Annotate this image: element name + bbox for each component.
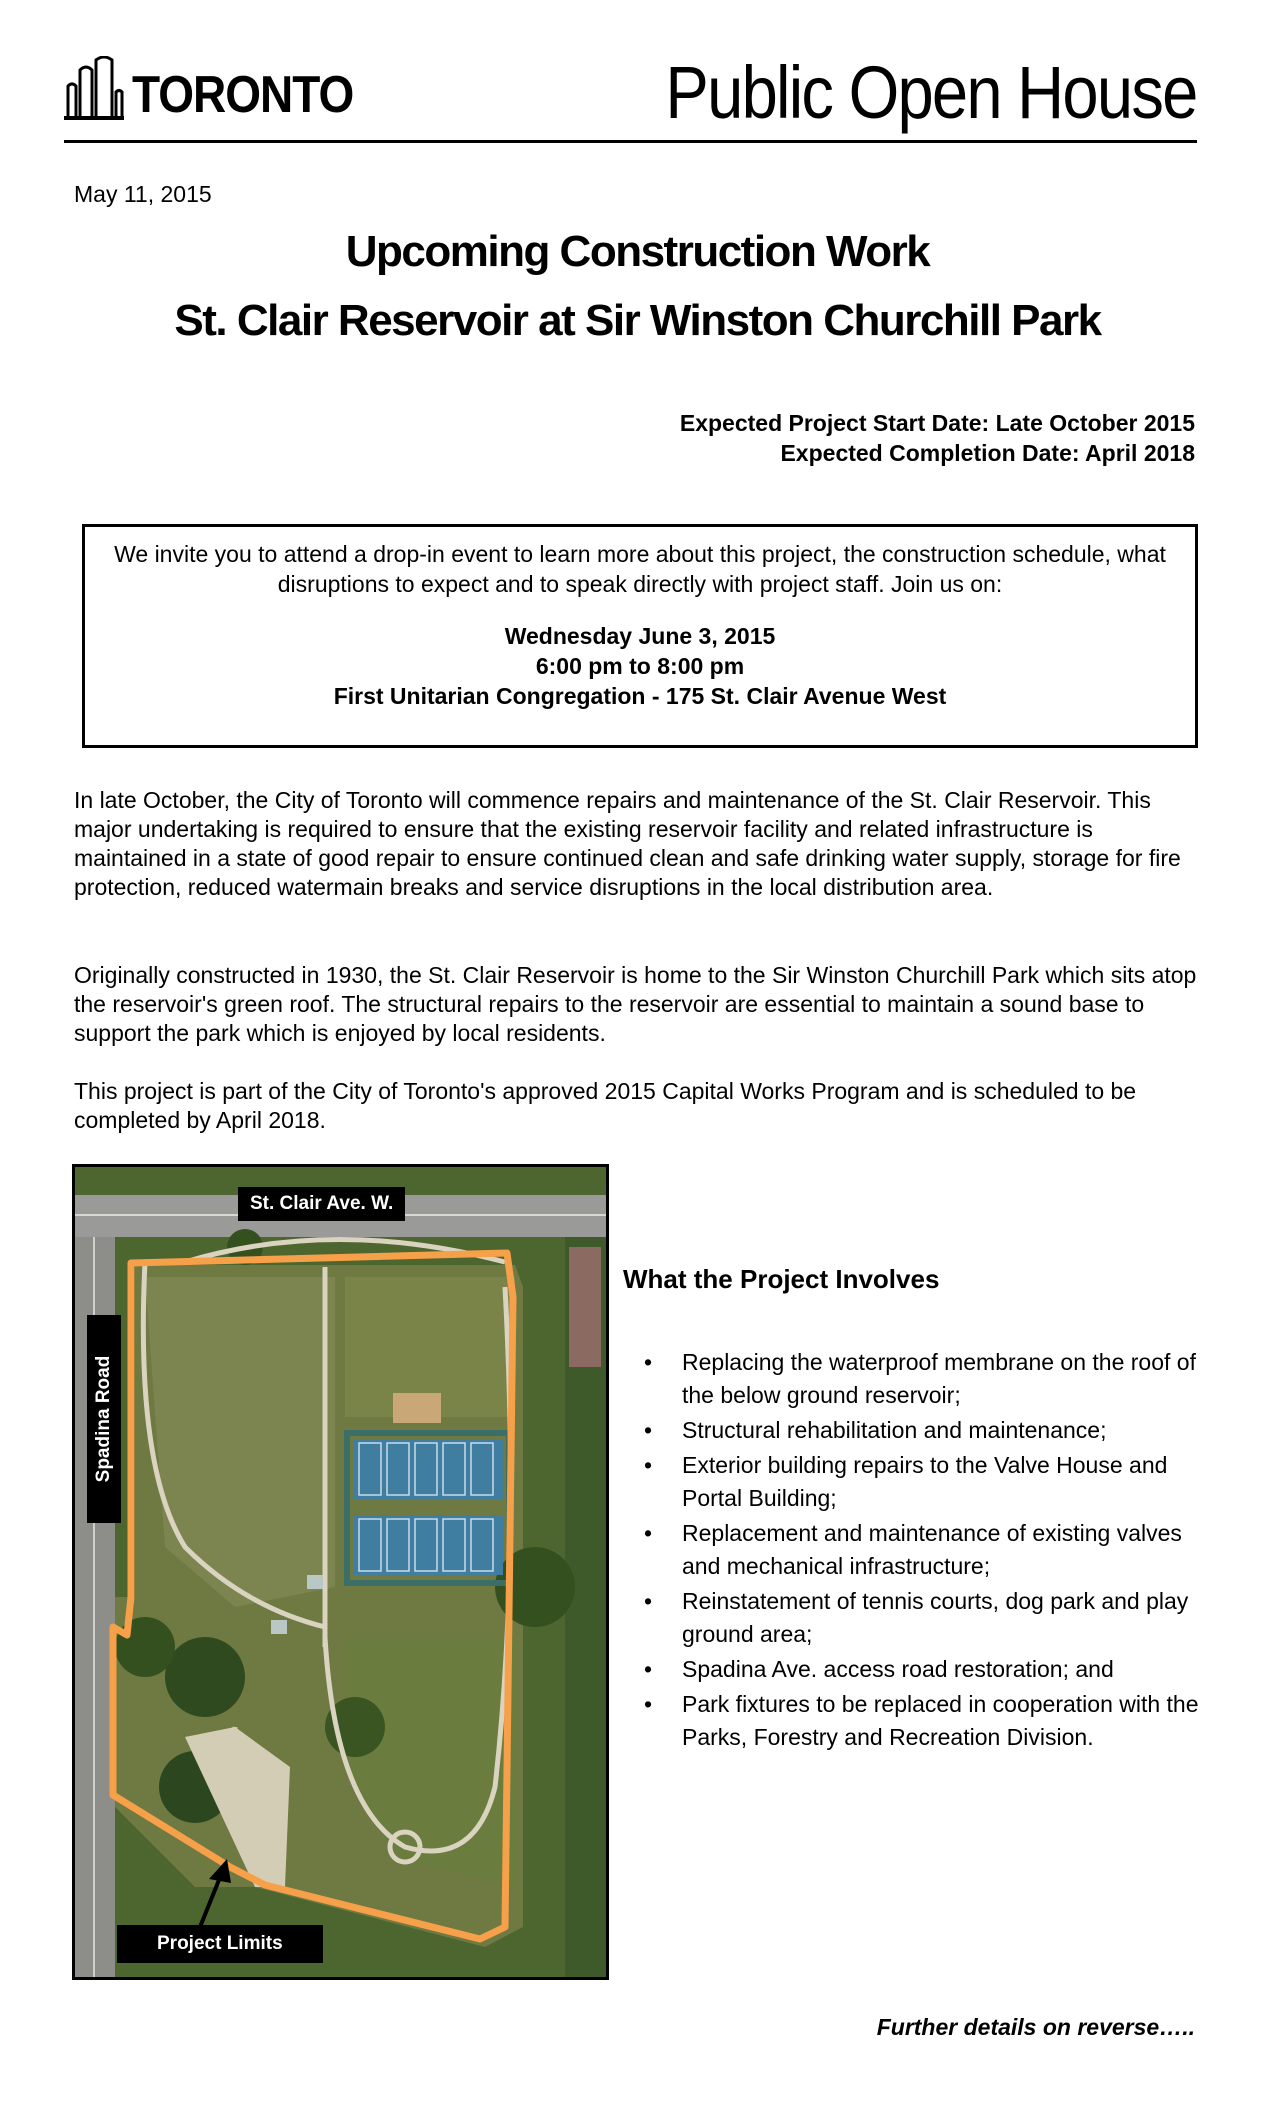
project-limits-label: Project Limits xyxy=(117,1925,323,1963)
list-item: • Reinstatement of tennis courts, dog park and play ground area; xyxy=(640,1585,1220,1651)
notice-title-line1: Upcoming Construction Work xyxy=(345,227,930,276)
completion-date: Expected Completion Date: April 2018 xyxy=(780,440,1195,466)
start-date: Expected Project Start Date: Late October 2015 xyxy=(679,410,1195,436)
aerial-photo xyxy=(75,1167,606,1977)
body-paragraph-1: In late October, the City of Toronto will commence repairs and maintenance of the St. Clair Reservoir. This major undertaking is required to ensure that the existing reservoir facility and related infrastructure is maintained in a state of good repair to ensure continued clean and safe drinking water supply, storage for fire protection, reduced watermain breaks and service disruptions in the local distribution area. xyxy=(74,787,1181,900)
logo-wordmark: TORONTO xyxy=(132,65,354,124)
city-hall-logo-icon xyxy=(64,56,124,120)
list-item: • Structural rehabilitation and maintenance; xyxy=(640,1414,1220,1447)
list-item: • Replacement and maintenance of existing valves and mechanical infrastructure; xyxy=(640,1517,1220,1583)
event-details xyxy=(85,621,1195,711)
involves-heading: What the Project Involves xyxy=(623,1264,940,1294)
event-time: 6:00 pm to 8:00 pm xyxy=(535,653,745,679)
project-area-map xyxy=(72,1164,609,1980)
spadina-label xyxy=(87,1315,121,1523)
body-paragraph-2: Originally constructed in 1930, the St. Clair Reservoir is home to the Sir Winston Churchill Park which sits atop the reservoir's green roof. The structural repairs to the reservoir are essential to maintain a sound base to support the park which is enjoyed by local residents. xyxy=(74,962,1197,1046)
invitation-box xyxy=(82,524,1198,748)
involves-list xyxy=(640,1346,1220,1756)
header-divider xyxy=(64,140,1197,143)
notice-date: May 11, 2015 xyxy=(74,181,212,207)
list-item: • Replacing the waterproof membrane on the roof of the below ground reservoir; xyxy=(640,1346,1220,1412)
st-clair-label: St. Clair Ave. W. xyxy=(238,1187,405,1221)
toronto-logo xyxy=(64,50,354,124)
notice-title-line2: St. Clair Reservoir at Sir Winston Churchill Park xyxy=(174,296,1101,345)
invitation-text: We invite you to attend a drop-in event to learn more about this project, the construction schedule, what disruptions to expect and to speak directly with project staff. Join us on: xyxy=(114,541,1166,597)
event-location: First Unitarian Congregation - 175 St. Clair Avenue West xyxy=(333,683,947,709)
further-details-note: Further details on reverse….. xyxy=(876,2014,1195,2040)
list-item: • Spadina Ave. access road restoration; and xyxy=(640,1653,1220,1686)
page-title: Public Open House xyxy=(665,51,1197,134)
list-item: • Park fixtures to be replaced in cooperation with the Parks, Forestry and Recreation Division. xyxy=(640,1688,1220,1754)
spadina-label-text: Spadina Road xyxy=(93,1355,114,1483)
body-paragraph-3: This project is part of the City of Toronto's approved 2015 Capital Works Program and is scheduled to be completed by April 2018. xyxy=(74,1078,1137,1133)
list-item: • Exterior building repairs to the Valve House and Portal Building; xyxy=(640,1449,1220,1515)
event-day: Wednesday June 3, 2015 xyxy=(504,623,776,649)
project-dates xyxy=(680,408,1195,468)
